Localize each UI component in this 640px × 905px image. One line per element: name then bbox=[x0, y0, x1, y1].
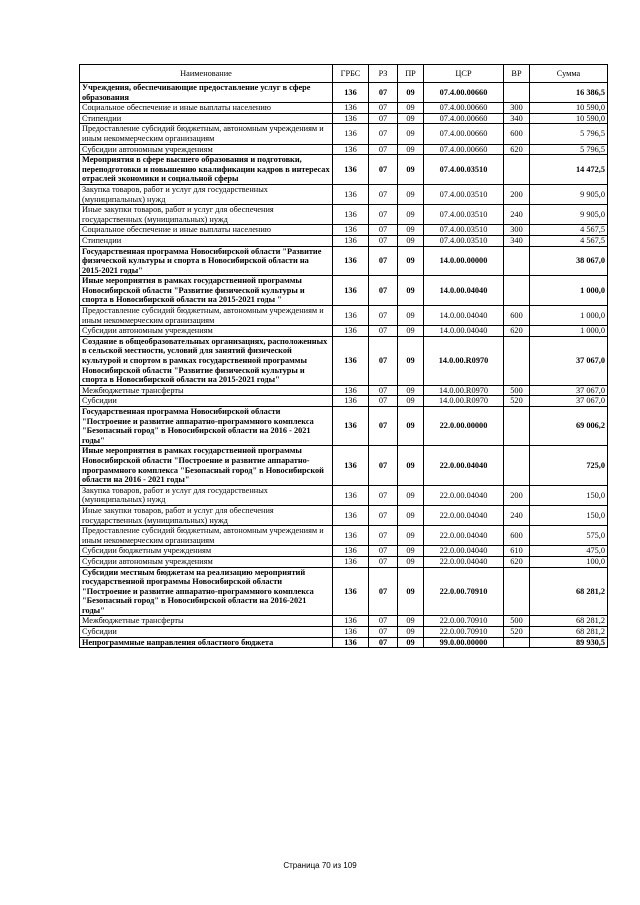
row-pr: 09 bbox=[398, 505, 424, 525]
row-vr: 600 bbox=[504, 526, 530, 546]
table-row bbox=[80, 505, 608, 525]
table-row bbox=[80, 446, 608, 485]
row-grbs: 136 bbox=[333, 155, 369, 185]
table-row bbox=[80, 627, 608, 638]
row-grbs: 136 bbox=[333, 526, 369, 546]
row-csr: 07.4.00.00660 bbox=[424, 113, 504, 124]
row-vr: 620 bbox=[504, 326, 530, 337]
row-sum: 10 590,0 bbox=[530, 113, 608, 124]
row-csr: 22.0.00.70910 bbox=[424, 567, 504, 616]
row-vr: 240 bbox=[504, 505, 530, 525]
row-rz: 07 bbox=[369, 103, 398, 114]
row-grbs: 136 bbox=[333, 485, 369, 505]
row-grbs: 136 bbox=[333, 83, 369, 103]
row-rz: 07 bbox=[369, 556, 398, 567]
row-rz: 07 bbox=[369, 306, 398, 326]
row-grbs: 136 bbox=[333, 184, 369, 204]
row-vr: 200 bbox=[504, 485, 530, 505]
row-sum: 5 796,5 bbox=[530, 144, 608, 155]
row-sum: 68 281,2 bbox=[530, 567, 608, 616]
row-rz: 07 bbox=[369, 225, 398, 236]
row-name: Межбюджетные трансферты bbox=[80, 385, 333, 396]
row-pr: 09 bbox=[398, 235, 424, 246]
row-pr: 09 bbox=[398, 546, 424, 557]
row-rz: 07 bbox=[369, 276, 398, 306]
row-vr: 240 bbox=[504, 205, 530, 225]
row-pr: 09 bbox=[398, 556, 424, 567]
row-csr: 14.0.00.04040 bbox=[424, 326, 504, 337]
row-csr: 14.0.00.04040 bbox=[424, 276, 504, 306]
row-vr bbox=[504, 276, 530, 306]
row-sum: 725,0 bbox=[530, 446, 608, 485]
row-rz: 07 bbox=[369, 567, 398, 616]
header-vr: ВР bbox=[504, 65, 530, 83]
row-sum: 38 067,0 bbox=[530, 246, 608, 276]
row-vr bbox=[504, 637, 530, 648]
header-name: Наименование bbox=[80, 65, 333, 83]
row-name: Социальное обеспечение и иные выплаты населению bbox=[80, 225, 333, 236]
row-pr: 09 bbox=[398, 113, 424, 124]
row-sum: 1 000,0 bbox=[530, 276, 608, 306]
row-sum: 1 000,0 bbox=[530, 306, 608, 326]
row-sum: 9 905,0 bbox=[530, 205, 608, 225]
row-csr: 22.0.00.04040 bbox=[424, 485, 504, 505]
row-vr bbox=[504, 336, 530, 385]
row-sum: 14 472,5 bbox=[530, 155, 608, 185]
row-vr: 340 bbox=[504, 113, 530, 124]
table-row bbox=[80, 546, 608, 557]
row-grbs: 136 bbox=[333, 637, 369, 648]
row-vr bbox=[504, 83, 530, 103]
table-row bbox=[80, 336, 608, 385]
row-rz: 07 bbox=[369, 505, 398, 525]
table-row bbox=[80, 385, 608, 396]
row-name: Субсидии бюджетным учреждениям bbox=[80, 546, 333, 557]
row-pr: 09 bbox=[398, 184, 424, 204]
row-name: Субсидии местным бюджетам на реализацию мероприятий государственной программы Новосибирской области "Построение и развитие аппаратно-программного комплекса "Безопасный город" в Новосибирской области на 2016-2021 годы" bbox=[80, 567, 333, 616]
row-vr bbox=[504, 407, 530, 446]
row-rz: 07 bbox=[369, 446, 398, 485]
table-row bbox=[80, 225, 608, 236]
row-csr: 22.0.00.70910 bbox=[424, 627, 504, 638]
row-csr: 22.0.00.04040 bbox=[424, 526, 504, 546]
row-sum: 150,0 bbox=[530, 505, 608, 525]
row-rz: 07 bbox=[369, 385, 398, 396]
row-csr: 99.0.00.00000 bbox=[424, 637, 504, 648]
row-csr: 22.0.00.04040 bbox=[424, 546, 504, 557]
row-sum: 1 000,0 bbox=[530, 326, 608, 337]
row-pr: 09 bbox=[398, 276, 424, 306]
row-csr: 07.4.00.03510 bbox=[424, 155, 504, 185]
row-rz: 07 bbox=[369, 155, 398, 185]
budget-table bbox=[79, 64, 608, 648]
row-name: Государственная программа Новосибирской области "Построение и развитие аппаратно-программного комплекса "Безопасный город" в Новосибирской области на 2016 - 2021 годы" bbox=[80, 407, 333, 446]
row-grbs: 136 bbox=[333, 205, 369, 225]
row-name: Стипендии bbox=[80, 113, 333, 124]
row-grbs: 136 bbox=[333, 326, 369, 337]
row-rz: 07 bbox=[369, 83, 398, 103]
row-csr: 07.4.00.00660 bbox=[424, 144, 504, 155]
row-csr: 14.0.00.00000 bbox=[424, 246, 504, 276]
row-csr: 07.4.00.03510 bbox=[424, 225, 504, 236]
row-grbs: 136 bbox=[333, 144, 369, 155]
row-rz: 07 bbox=[369, 616, 398, 627]
row-vr: 520 bbox=[504, 627, 530, 638]
row-vr: 500 bbox=[504, 616, 530, 627]
table-row bbox=[80, 246, 608, 276]
header-rz: РЗ bbox=[369, 65, 398, 83]
row-pr: 09 bbox=[398, 306, 424, 326]
row-rz: 07 bbox=[369, 235, 398, 246]
row-rz: 07 bbox=[369, 396, 398, 407]
row-sum: 37 067,0 bbox=[530, 396, 608, 407]
table-header-row bbox=[80, 65, 608, 83]
row-csr: 22.0.00.00000 bbox=[424, 407, 504, 446]
row-pr: 09 bbox=[398, 83, 424, 103]
row-grbs: 136 bbox=[333, 556, 369, 567]
header-sum: Сумма bbox=[530, 65, 608, 83]
row-rz: 07 bbox=[369, 144, 398, 155]
row-sum: 4 567,5 bbox=[530, 225, 608, 236]
table-row bbox=[80, 637, 608, 648]
header-csr: ЦСР bbox=[424, 65, 504, 83]
row-name: Предоставление субсидий бюджетным, автономным учреждениям и иным некоммерческим организациям bbox=[80, 306, 333, 326]
table-row bbox=[80, 235, 608, 246]
row-sum: 10 590,0 bbox=[530, 103, 608, 114]
row-vr: 500 bbox=[504, 385, 530, 396]
row-csr: 07.4.00.03510 bbox=[424, 235, 504, 246]
row-rz: 07 bbox=[369, 485, 398, 505]
row-vr: 340 bbox=[504, 235, 530, 246]
row-name: Непрограммные направления областного бюджета bbox=[80, 637, 333, 648]
row-rz: 07 bbox=[369, 407, 398, 446]
row-grbs: 136 bbox=[333, 276, 369, 306]
table-row bbox=[80, 276, 608, 306]
row-rz: 07 bbox=[369, 336, 398, 385]
row-vr bbox=[504, 155, 530, 185]
row-grbs: 136 bbox=[333, 385, 369, 396]
row-pr: 09 bbox=[398, 485, 424, 505]
row-grbs: 136 bbox=[333, 396, 369, 407]
row-csr: 07.4.00.00660 bbox=[424, 103, 504, 114]
row-rz: 07 bbox=[369, 184, 398, 204]
row-csr: 14.0.00.R0970 bbox=[424, 336, 504, 385]
table-row bbox=[80, 396, 608, 407]
row-vr bbox=[504, 567, 530, 616]
row-csr: 22.0.00.04040 bbox=[424, 505, 504, 525]
row-csr: 07.4.00.00660 bbox=[424, 124, 504, 144]
row-vr: 600 bbox=[504, 124, 530, 144]
row-name: Субсидии bbox=[80, 396, 333, 407]
row-grbs: 136 bbox=[333, 113, 369, 124]
table-row bbox=[80, 83, 608, 103]
row-csr: 14.0.00.04040 bbox=[424, 306, 504, 326]
table-row bbox=[80, 155, 608, 185]
table-row bbox=[80, 113, 608, 124]
row-csr: 07.4.00.03510 bbox=[424, 184, 504, 204]
row-name: Иные мероприятия в рамках государственной программы Новосибирской области "Развитие физической культуры и спорта в Новосибирской области на 2015-2021 годы " bbox=[80, 276, 333, 306]
row-pr: 09 bbox=[398, 637, 424, 648]
table-row bbox=[80, 326, 608, 337]
row-pr: 09 bbox=[398, 225, 424, 236]
row-name: Закупка товаров, работ и услуг для государственных (муниципальных) нужд bbox=[80, 184, 333, 204]
table-row bbox=[80, 144, 608, 155]
row-pr: 09 bbox=[398, 526, 424, 546]
row-sum: 69 006,2 bbox=[530, 407, 608, 446]
row-sum: 16 386,5 bbox=[530, 83, 608, 103]
row-name: Мероприятия в сфере высшего образования и подготовки, переподготовки и повышению квалификации кадров в интересах отраслей экономики и социальной сферы bbox=[80, 155, 333, 185]
row-vr: 300 bbox=[504, 225, 530, 236]
row-grbs: 136 bbox=[333, 546, 369, 557]
row-rz: 07 bbox=[369, 526, 398, 546]
row-pr: 09 bbox=[398, 407, 424, 446]
row-pr: 09 bbox=[398, 155, 424, 185]
row-pr: 09 bbox=[398, 396, 424, 407]
row-name: Иные закупки товаров, работ и услуг для обеспечения государственных (муниципальных) нужд bbox=[80, 205, 333, 225]
row-vr: 600 bbox=[504, 306, 530, 326]
row-sum: 475,0 bbox=[530, 546, 608, 557]
row-grbs: 136 bbox=[333, 246, 369, 276]
row-sum: 9 905,0 bbox=[530, 184, 608, 204]
row-grbs: 136 bbox=[333, 627, 369, 638]
table-row bbox=[80, 567, 608, 616]
row-grbs: 136 bbox=[333, 124, 369, 144]
row-csr: 22.0.00.04040 bbox=[424, 446, 504, 485]
row-grbs: 136 bbox=[333, 446, 369, 485]
row-rz: 07 bbox=[369, 205, 398, 225]
row-vr: 620 bbox=[504, 556, 530, 567]
row-vr: 300 bbox=[504, 103, 530, 114]
row-grbs: 136 bbox=[333, 505, 369, 525]
row-sum: 68 281,2 bbox=[530, 627, 608, 638]
row-grbs: 136 bbox=[333, 103, 369, 114]
row-name: Иные закупки товаров, работ и услуг для обеспечения государственных (муниципальных) нужд bbox=[80, 505, 333, 525]
row-csr: 22.0.00.70910 bbox=[424, 616, 504, 627]
row-name: Учреждения, обеспечивающие предоставление услуг в сфере образования bbox=[80, 83, 333, 103]
row-sum: 100,0 bbox=[530, 556, 608, 567]
table-row bbox=[80, 407, 608, 446]
row-name: Предоставление субсидий бюджетным, автономным учреждениям и иным некоммерческим организациям bbox=[80, 124, 333, 144]
row-name: Субсидии автономным учреждениям bbox=[80, 556, 333, 567]
header-grbs: ГРБС bbox=[333, 65, 369, 83]
row-sum: 89 930,5 bbox=[530, 637, 608, 648]
row-rz: 07 bbox=[369, 627, 398, 638]
header-pr: ПР bbox=[398, 65, 424, 83]
row-rz: 07 bbox=[369, 637, 398, 648]
row-pr: 09 bbox=[398, 246, 424, 276]
table-row bbox=[80, 616, 608, 627]
row-grbs: 136 bbox=[333, 407, 369, 446]
table-row bbox=[80, 184, 608, 204]
row-vr bbox=[504, 446, 530, 485]
row-pr: 09 bbox=[398, 567, 424, 616]
row-vr: 620 bbox=[504, 144, 530, 155]
row-pr: 09 bbox=[398, 627, 424, 638]
row-name: Иные мероприятия в рамках государственной программы Новосибирской области "Построение и развитие аппаратно-программного комплекса "Безопасный город" в Новосибирской области на 2016 - 2021 годы" bbox=[80, 446, 333, 485]
row-csr: 22.0.00.04040 bbox=[424, 556, 504, 567]
row-pr: 09 bbox=[398, 205, 424, 225]
row-name: Стипендии bbox=[80, 235, 333, 246]
table-row bbox=[80, 103, 608, 114]
row-name: Субсидии автономным учреждениям bbox=[80, 326, 333, 337]
row-name: Субсидии bbox=[80, 627, 333, 638]
row-grbs: 136 bbox=[333, 336, 369, 385]
row-vr: 610 bbox=[504, 546, 530, 557]
row-pr: 09 bbox=[398, 144, 424, 155]
row-rz: 07 bbox=[369, 246, 398, 276]
row-pr: 09 bbox=[398, 336, 424, 385]
row-sum: 4 567,5 bbox=[530, 235, 608, 246]
row-name: Закупка товаров, работ и услуг для государственных (муниципальных) нужд bbox=[80, 485, 333, 505]
row-pr: 09 bbox=[398, 326, 424, 337]
row-pr: 09 bbox=[398, 103, 424, 114]
row-pr: 09 bbox=[398, 385, 424, 396]
row-name: Межбюджетные трансферты bbox=[80, 616, 333, 627]
row-vr: 520 bbox=[504, 396, 530, 407]
row-grbs: 136 bbox=[333, 225, 369, 236]
row-rz: 07 bbox=[369, 113, 398, 124]
table-row bbox=[80, 485, 608, 505]
row-grbs: 136 bbox=[333, 567, 369, 616]
row-rz: 07 bbox=[369, 326, 398, 337]
row-csr: 14.0.00.R0970 bbox=[424, 385, 504, 396]
row-sum: 68 281,2 bbox=[530, 616, 608, 627]
row-rz: 07 bbox=[369, 124, 398, 144]
row-pr: 09 bbox=[398, 446, 424, 485]
row-sum: 37 067,0 bbox=[530, 336, 608, 385]
table-row bbox=[80, 124, 608, 144]
table-row bbox=[80, 556, 608, 567]
row-pr: 09 bbox=[398, 124, 424, 144]
table-row bbox=[80, 306, 608, 326]
row-csr: 07.4.00.00660 bbox=[424, 83, 504, 103]
row-name: Субсидии автономным учреждениям bbox=[80, 144, 333, 155]
row-sum: 37 067,0 bbox=[530, 385, 608, 396]
row-name: Социальное обеспечение и иные выплаты населению bbox=[80, 103, 333, 114]
row-grbs: 136 bbox=[333, 306, 369, 326]
row-grbs: 136 bbox=[333, 616, 369, 627]
row-pr: 09 bbox=[398, 616, 424, 627]
row-name: Предоставление субсидий бюджетным, автономным учреждениям и иным некоммерческим организациям bbox=[80, 526, 333, 546]
row-sum: 150,0 bbox=[530, 485, 608, 505]
table-row bbox=[80, 205, 608, 225]
row-name: Государственная программа Новосибирской области "Развитие физической культуры и спорта в Новосибирской области на 2015-2021 годы" bbox=[80, 246, 333, 276]
row-name: Создание в общеобразовательных организациях, расположенных в сельской местности, условий для занятий физической культурой и спортом в рамках государственной программы Новосибирской области "Развитие физической культуры и спорта в Новосибирской области на 2015-2021 годы" bbox=[80, 336, 333, 385]
row-csr: 14.0.00.R0970 bbox=[424, 396, 504, 407]
row-vr: 200 bbox=[504, 184, 530, 204]
row-vr bbox=[504, 246, 530, 276]
table-row bbox=[80, 526, 608, 546]
row-sum: 575,0 bbox=[530, 526, 608, 546]
page-number: Страница 70 из 109 bbox=[283, 861, 357, 870]
row-grbs: 136 bbox=[333, 235, 369, 246]
row-csr: 07.4.00.03510 bbox=[424, 205, 504, 225]
row-rz: 07 bbox=[369, 546, 398, 557]
row-sum: 5 796,5 bbox=[530, 124, 608, 144]
